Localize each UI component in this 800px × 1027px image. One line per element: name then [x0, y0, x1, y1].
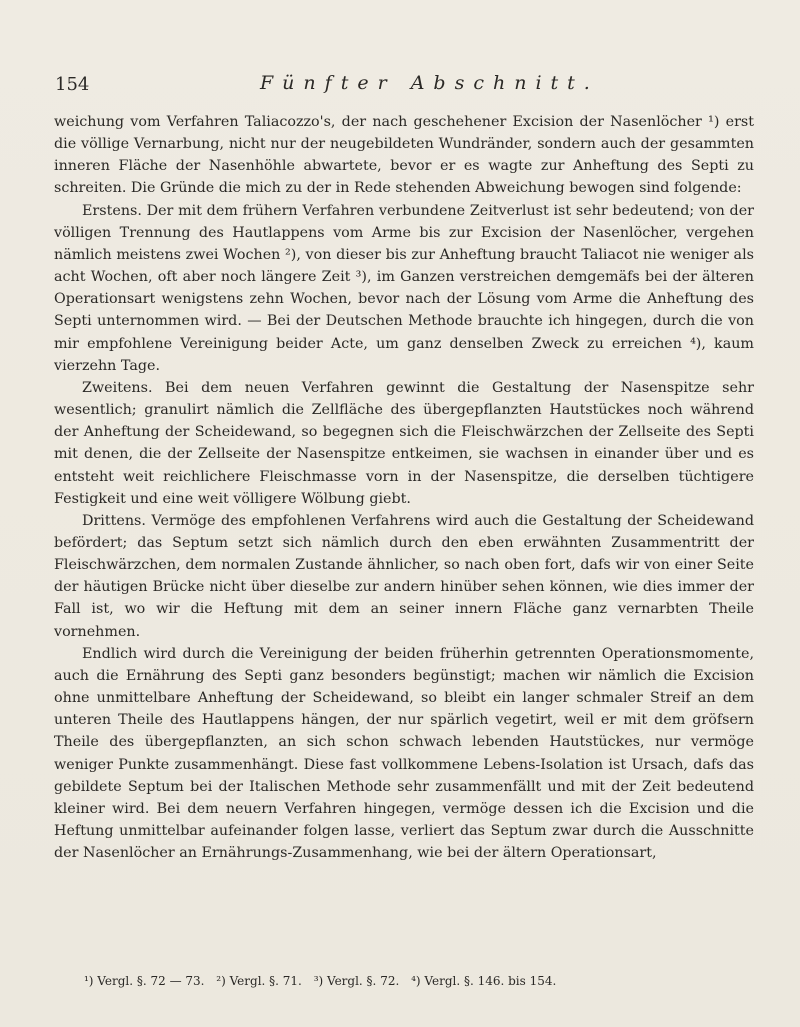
- paragraph-erstens: Erstens. Der mit dem frühern Verfahren verbundene Zeitverlust ist sehr bedeutend; von der völligen Trennung des Hautlappens vom Arme bis zur Excision der Nasenlöcher, vergehen nämlich meistens zwei Wochen ²), von dieser bis zur Anheftung braucht Taliacot nie weniger als acht Wochen, oft aber noch längere Zeit ³), im Ganzen verstreichen demgemäfs bei der älteren Operationsart wenigstens zehn Wochen, bevor nach der Lösung vom Arme die Anheftung des Septi unternommen wird. — Bei der Deutschen Methode brauchte ich hingegen, durch die von mir empfohlene Vereinigung beider Acte, um ganz denselben Zweck zu erreichen ⁴), kaum vierzehn Tage.: [54, 202, 754, 374]
- paragraph-zweitens: Zweitens. Bei dem neuen Verfahren gewinnt die Gestaltung der Nasenspitze sehr wesentlich; granulirt nämlich die Zellfläche des übergepflanzten Hautstückes noch während der Anheftung der Scheidewand, so begegnen sich die Fleischwärzchen der Zellseite des Septi mit denen, die der Zellseite der Nasenspitze entkeimen, sie wachsen in einander über und es entsteht weit reichlichere Fleischmasse vorn in der Nasenspitze, die derselben tüchtigere Festigkeit und eine weit völligere Wölbung giebt.: [54, 379, 754, 507]
- page-number: 154: [55, 74, 90, 95]
- footnote-4: ⁴) Vergl. §. 146. bis 154.: [411, 974, 557, 988]
- paragraph-endlich: Endlich wird durch die Vereinigung der beiden früherhin getrennten Operationsmomente, auch die Ernährung des Septi ganz besonders begünstigt; machen wir nämlich die Excision ohne unmittelbare Anheftung der Scheidewand, so bleibt ein langer schmaler Streif an dem unteren Theile des Hautlappens hängen, der nur spärlich vegetirt, weil er mit dem gröfsern Theile des übergepflanzten, an sich schon schwach lebenden Hautstückes, nur vermöge weniger Punkte zusammenhängt. Diese fast vollkommene Lebens-Isolation ist Ursach, dafs das gebildete Septum bei der Italischen Methode sehr zusammenfällt und mit der Zeit bedeutend kleiner wird. Bei dem neuern Verfahren hingegen, vermöge dessen ich die Excision und die Heftung unmittelbar aufeinander folgen lasse, verliert das Septum zwar durch die Ausschnitte der Nasenlöcher an Ernährungs-Zusammenhang, wie bei der ältern Operationsart,: [54, 645, 754, 862]
- footnote-1: ¹) Vergl. §. 72 — 73.: [84, 974, 205, 988]
- paragraph-continuation: weichung vom Verfahren Taliacozzo's, der nach geschehener Excision der Nasenlöcher ¹) erst die völlige Vernarbung, nicht nur der neugebildeten Wundränder, sondern auch der gesammten inneren Fläche der Nasenhöhle abwartete, bevor er es wagte zur Anheftung des Septi zu schreiten. Die Gründe die mich zu der in Rede stehenden Abweichung bewogen sind folgende:: [54, 114, 754, 197]
- footnotes: [84, 974, 754, 988]
- footnote-3: ³) Vergl. §. 72.: [313, 974, 400, 988]
- running-title: Fünfter Abschnitt.: [260, 72, 599, 94]
- paragraph-drittens: Drittens. Vermöge des empfohlenen Verfahrens wird auch die Gestaltung der Scheidewand befördert; das Septum setzt sich nämlich durch den eben erwähnten Zusammentritt der Fleischwärzchen, dem normalen Zustande ähnlicher, so nach oben fort, dafs wir von einer Seite der häutigen Brücke nicht über dieselbe zur andern hinüber sehen können, wie dies immer der Fall ist, wo wir die Heftung mit dem an seiner innern Fläche ganz vernarbten Theile vornehmen.: [54, 512, 754, 640]
- page-header: [55, 70, 755, 100]
- body-text: [54, 111, 754, 864]
- footnote-2: ²) Vergl. §. 71.: [216, 974, 302, 988]
